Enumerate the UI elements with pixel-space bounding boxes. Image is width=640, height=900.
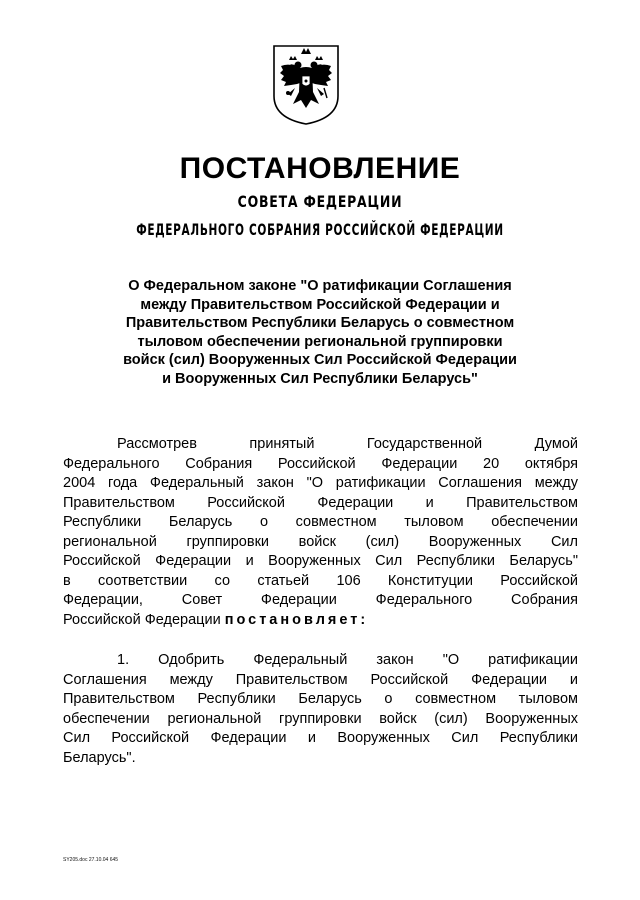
heading-line: тыловом обеспечении региональной группировки xyxy=(137,333,503,350)
paragraph-line: Правительством Российской Федерации и Правительством xyxy=(63,494,578,511)
heading-line: и Вооруженных Сил Республики Беларусь" xyxy=(162,370,478,387)
paragraph-line-prefix: Российской Федерации xyxy=(63,611,221,628)
paragraph-line: Федерации, Совет Федерации Федерального Собрания xyxy=(63,592,578,608)
heading-line: войск (сил) Вооруженных Сил Российской Федерации xyxy=(123,352,517,368)
document-heading xyxy=(60,277,580,388)
issuer-line-1: СОВЕТА ФЕДЕРАЦИИ xyxy=(237,192,403,211)
paragraph-line: Российской Федерации и Вооруженных Сил Республики Беларусь" xyxy=(63,553,578,569)
paragraph-line: в соответствии со статьей 106 Конституции Российской xyxy=(63,572,578,589)
resolution-keyword: постановляет: xyxy=(224,611,369,628)
paragraph-line: Рассмотрев принятый Государственной Думой xyxy=(117,436,578,452)
paragraph-item-1 xyxy=(63,651,578,768)
paragraph-line: 2004 года Федеральный закон "О ратификации Соглашения между xyxy=(63,475,578,491)
paragraph-line: Республики Беларусь о совместном тыловом обеспечении xyxy=(63,514,578,530)
paragraph-preamble xyxy=(63,435,578,630)
heading-line: между Правительством Российской Федерации и xyxy=(140,296,500,313)
heading-line: Правительством Республики Беларусь о совместном xyxy=(125,315,515,331)
paragraph-line: Соглашения между Правительством Российской Федерации и xyxy=(63,671,578,688)
paragraph-line: региональной группировки войск (сил) Вооруженных Сил xyxy=(63,533,578,550)
paragraph-last-line xyxy=(63,611,578,631)
issuer-line-2: ФЕДЕРАЛЬНОГО СОБРАНИЯ РОССИЙСКОЙ ФЕДЕРАЦИИ xyxy=(136,220,504,239)
paragraph-line: Федерального Собрания Российской Федерации 20 октября xyxy=(63,455,578,472)
document-title: ПОСТАНОВЛЕНИЕ xyxy=(179,152,461,185)
paragraph-line: Беларусь". xyxy=(63,749,136,766)
coat-of-arms-icon xyxy=(271,40,341,126)
paragraph-line: Сил Российской Федерации и Вооруженных Сил Республики xyxy=(63,730,578,746)
paragraph-line: 1. Одобрить Федеральный закон "О ратификации xyxy=(117,652,578,668)
heading-line: О Федеральном законе "О ратификации Соглашения xyxy=(128,278,512,294)
paragraph-line: обеспечении региональной группировки войск (сил) Вооруженных xyxy=(63,710,578,727)
paragraph-line: Правительством Республики Беларусь о совместном тыловом xyxy=(63,691,578,707)
file-reference-footer: SY205.doc 27.10.04 645 xyxy=(63,857,119,863)
